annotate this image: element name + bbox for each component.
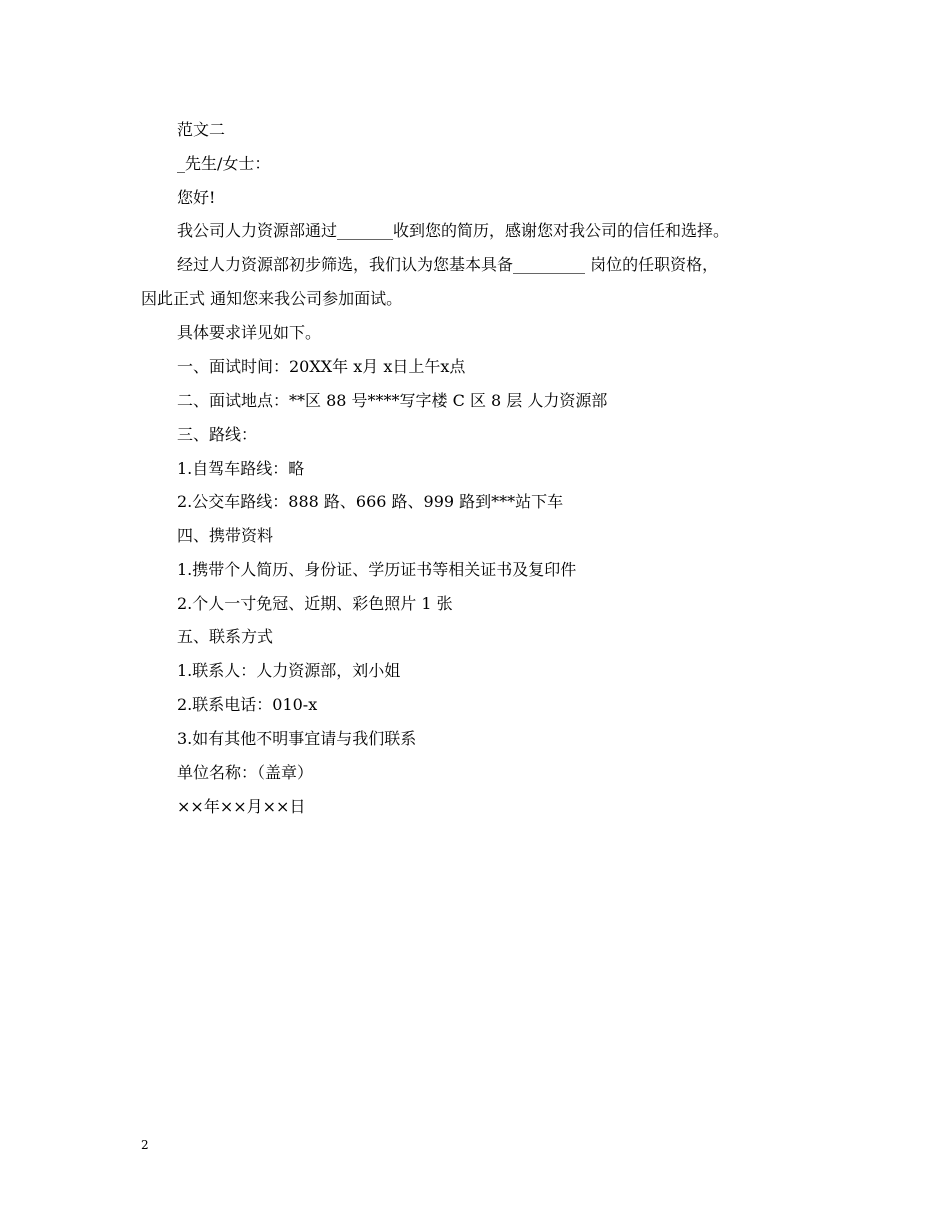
route-self-drive: 1.自驾车路线：略 xyxy=(177,459,305,478)
materials-heading: 四、携带资料 xyxy=(177,526,274,545)
materials-item-2: 2.个人一寸免冠、近期、彩色照片 1 张 xyxy=(177,594,453,613)
interview-location: 二、面试地点：**区 88 号****写字楼 C 区 8 层 人力资源部 xyxy=(177,391,608,410)
body-paragraph-2-line-2: 因此正式 通知您来我公司参加面试。 xyxy=(141,289,403,308)
contact-heading: 五、联系方式 xyxy=(177,627,274,646)
interview-time: 一、面试时间：20XX年 x月 x日上午x点 xyxy=(177,357,466,376)
contact-phone: 2.联系电话：010-x xyxy=(177,695,318,714)
organization-seal: 单位名称：（盖章） xyxy=(177,763,314,782)
date-line: ××年××月××日 xyxy=(177,797,306,816)
contact-other: 3.如有其他不明事宜请与我们联系 xyxy=(177,729,417,748)
contact-person: 1.联系人：人力资源部，刘小姐 xyxy=(177,661,401,680)
requirements-intro: 具体要求详见如下。 xyxy=(177,323,322,342)
body-paragraph-1: 我公司人力资源部通过_______收到您的简历，感谢您对我公司的信任和选择。 xyxy=(177,221,730,240)
section-title: 范文二 xyxy=(177,120,226,139)
route-heading: 三、路线： xyxy=(177,425,258,444)
body-paragraph-2-line-1: 经过人力资源部初步筛选，我们认为您基本具备_________ 岗位的任职资格， xyxy=(177,255,719,274)
materials-item-1: 1.携带个人简历、身份证、学历证书等相关证书及复印件 xyxy=(177,560,577,579)
route-bus: 2.公交车路线：888 路、666 路、999 路到***站下车 xyxy=(177,492,564,511)
greeting: 您好! xyxy=(177,188,216,207)
page-number: 2 xyxy=(141,1138,149,1152)
salutation: _先生/女士： xyxy=(177,154,271,173)
